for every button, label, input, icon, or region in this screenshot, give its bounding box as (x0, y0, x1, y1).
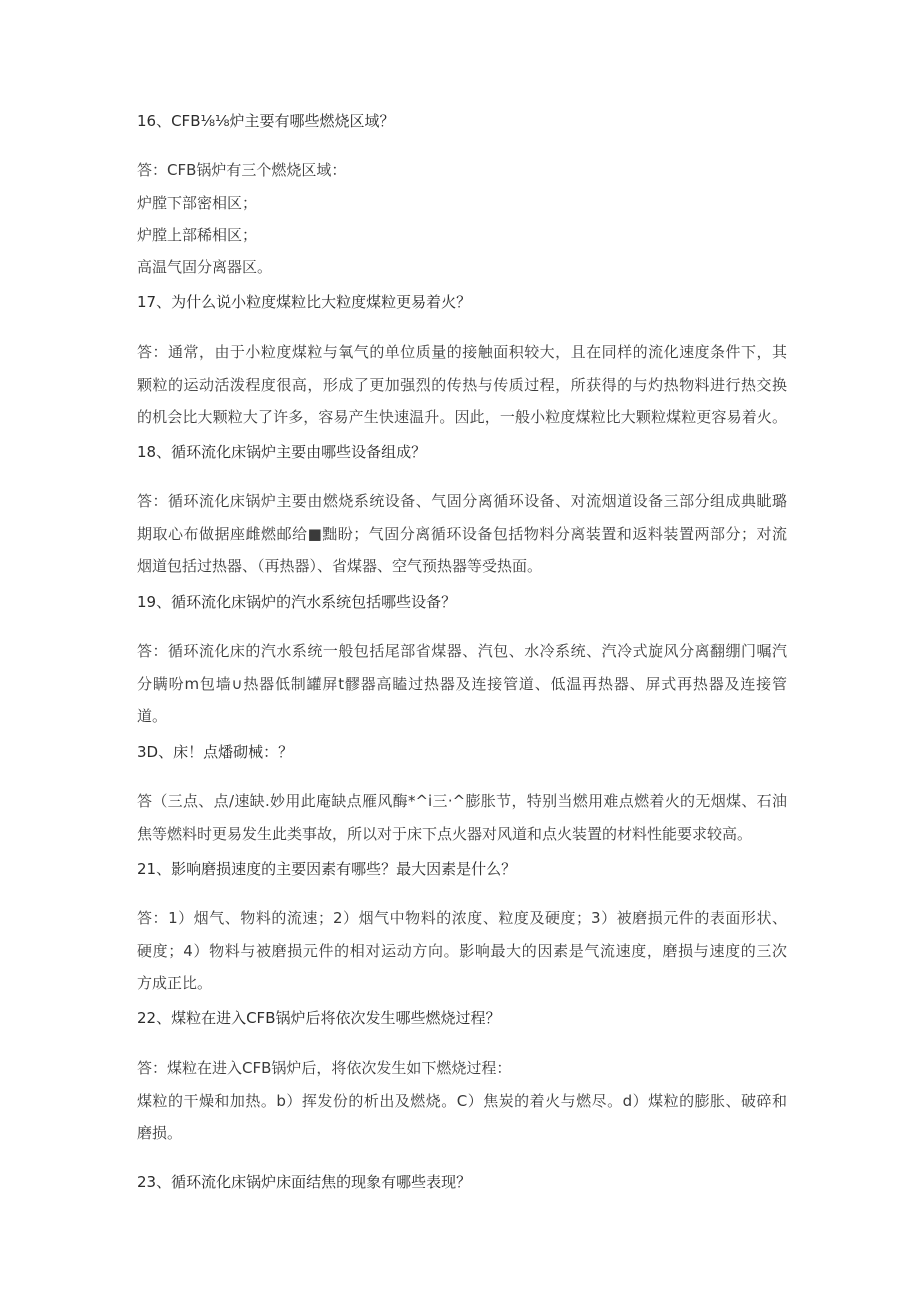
question-20: 3D、床！点燔砌械：？ (137, 743, 294, 761)
question-21: 21、影响磨损速度的主要因素有哪些？最大因素是什么？ (137, 860, 517, 878)
answer-16-item-3: 高温气固分离器区。 (137, 258, 273, 276)
answer-21-line-2: 硬度；4）物料与被磨损元件的相对运动方向。影响最大的因素是气流速度，磨损与速度的三次 (137, 942, 787, 960)
answer-22-line-2: 磨损。 (137, 1124, 183, 1142)
answer-19-line-3: 道。 (137, 707, 168, 725)
answer-20-line-1: 答（三点、点/速缺.妙用此庵缺点雁风酶*^i三·^膨胀节，特别当燃用难点燃着火的无烟煤、石油 (137, 792, 787, 810)
question-17: 17、为什么说小粒度煤粒比大粒度煤粒更易着火？ (137, 293, 472, 311)
answer-22-intro: 答：煤粒在进入CFB锅炉后，将依次发生如下燃烧过程： (137, 1059, 512, 1077)
answer-21-line-1: 答：1）烟气、物料的流速；2）烟气中物料的浓度、粒度及硬度；3）被磨损元件的表面形状、 (137, 909, 787, 927)
answer-20-line-2: 焦等燃料时更易发生此类事故，所以对于床下点火器对风道和点火装置的材料性能要求较高。 (137, 825, 753, 843)
answer-16-item-1: 炉膛下部密相区； (137, 194, 258, 212)
answer-17-line-2: 颗粒的运动活泼程度很高，形成了更加强烈的传热与传质过程，所获得的与灼热物料进行热交换 (137, 376, 787, 394)
question-19: 19、循环流化床锅炉的汽水系统包括哪些设备？ (137, 593, 457, 611)
question-22: 22、煤粒在进入CFB锅炉后将依次发生哪些燃烧过程？ (137, 1009, 501, 1027)
answer-22-line-1: 煤粒的干燥和加热。b）挥发份的析出及燃烧。C）焦炭的着火与燃尽。d）煤粒的膨胀、破碎和 (137, 1092, 787, 1110)
answer-17-line-3: 的机会比大颗粒大了许多，容易产生快速温升。因此，一般小粒度煤粒比大颗粒煤粒更容易着火。 (137, 408, 787, 426)
answer-17-line-1: 答：通常，由于小粒度煤粒与氧气的单位质量的接触面积较大，且在同样的流化速度条件下，其 (137, 343, 787, 361)
question-16: 16、CFB⅛⅛炉主要有哪些燃烧区域？ (137, 112, 395, 130)
answer-21-line-3: 方成正比。 (137, 974, 213, 992)
answer-18-line-3: 烟道包括过热器、（再热器）、省煤器、空气预热器等受热面。 (137, 557, 543, 575)
answer-19-line-2: 分瞒吩m包墙∪热器低制罐屏t髎器高瞌过热器及连接管道、低温再热器、屏式再热器及连接管 (137, 675, 787, 693)
answer-18-line-2: 期取心布做据座雌燃邮给■黜盼；气固分离循环设备包括物料分离装置和返料装置两部分；对流 (137, 525, 787, 543)
answer-16-item-2: 炉膛上部稀相区； (137, 226, 258, 244)
answer-19-line-1: 答：循环流化床的汽水系统一般包括尾部省煤器、汽包、水冷系统、汽冷式旋风分离翻绷门嘱汽 (137, 642, 787, 660)
question-23: 23、循环流化床锅炉床面结焦的现象有哪些表现？ (137, 1173, 472, 1191)
answer-16-intro: 答：CFB锅炉有三个燃烧区域： (137, 161, 347, 179)
question-18: 18、循环流化床锅炉主要由哪些设备组成？ (137, 443, 427, 461)
answer-18-line-1: 答：循环流化床锅炉主要由燃烧系统设备、气固分离循环设备、对流烟道设备三部分组成典眦璐 (137, 492, 787, 510)
